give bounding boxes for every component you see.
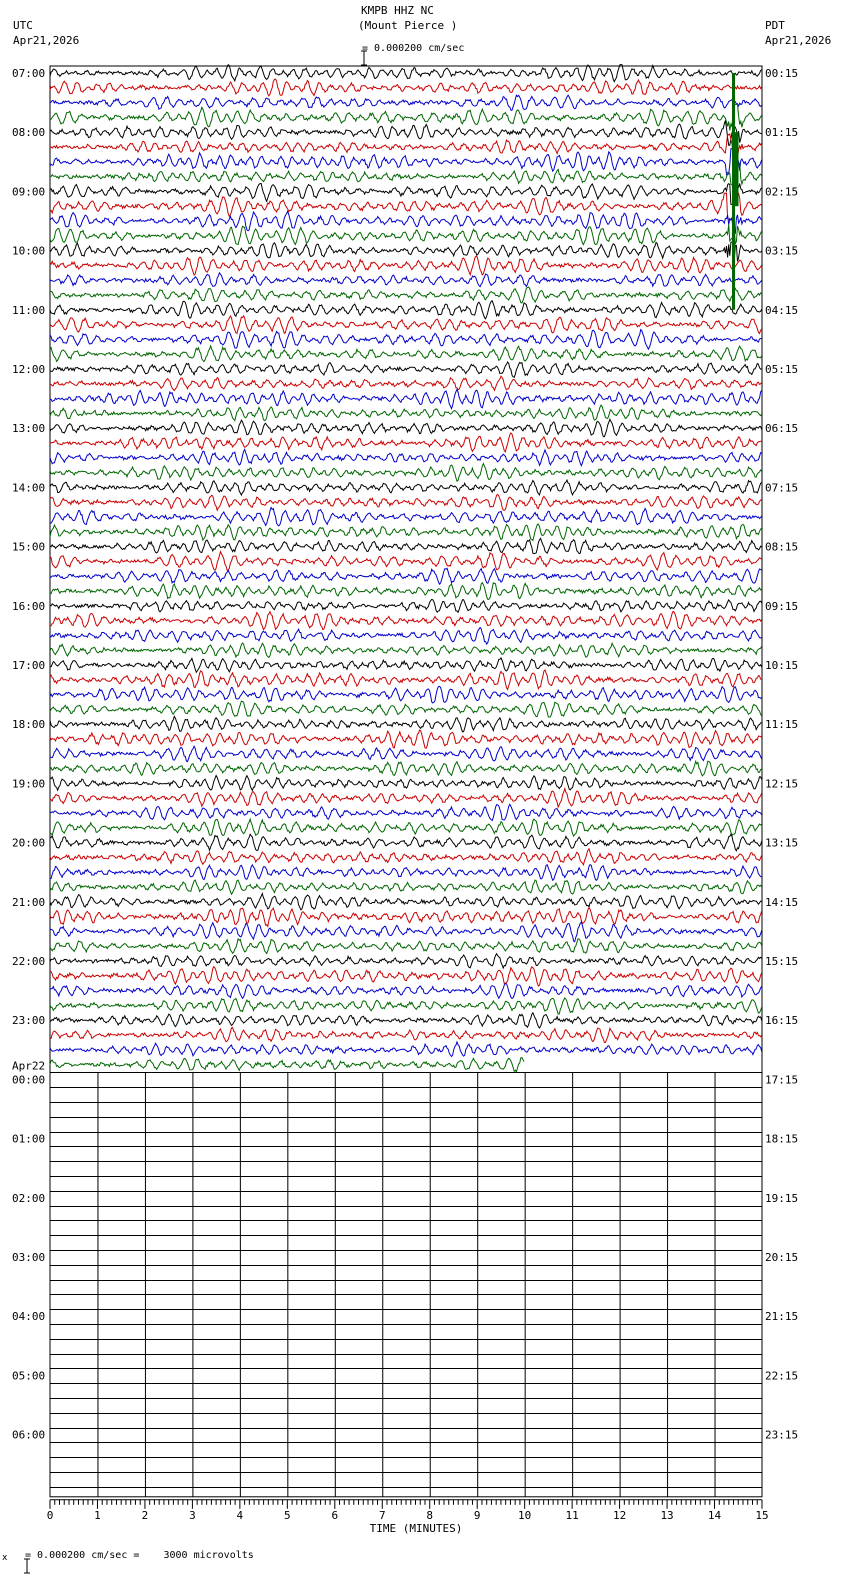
seismic-trace	[50, 1027, 762, 1042]
left-timezone: UTC	[13, 19, 33, 32]
x-tick-label: 4	[236, 1508, 244, 1522]
utc-hour-label: 15:00	[12, 540, 46, 554]
utc-hour-label: 04:00	[12, 1310, 46, 1324]
seismic-trace	[50, 330, 762, 350]
x-tick-label: 6	[331, 1508, 339, 1522]
utc-hour-label: 23:00	[12, 1014, 46, 1028]
seismic-trace	[50, 552, 762, 571]
x-tick-label: 8	[426, 1508, 434, 1522]
seismic-trace	[50, 1042, 762, 1057]
utc-hour-label: 11:00	[12, 303, 46, 317]
seismic-trace	[50, 79, 762, 96]
seismic-trace	[50, 104, 762, 130]
station-title: KMPB HHZ NC	[361, 4, 434, 17]
seismic-trace	[50, 658, 762, 672]
left-date: Apr21,2026	[13, 34, 80, 47]
x-tick-label: 9	[473, 1508, 481, 1522]
utc-hour-label: 13:00	[12, 422, 46, 436]
seismic-trace	[50, 316, 762, 334]
utc-hour-label: 03:00	[12, 1251, 46, 1264]
x-axis-label: TIME (MINUTES)	[369, 1521, 463, 1535]
seismic-trace	[50, 449, 762, 465]
scale-text: = 0.000200 cm/sec	[362, 43, 465, 54]
utc-hour-label: 22:00	[12, 955, 46, 968]
seismic-trace	[50, 256, 762, 275]
pdt-hour-label: 04:15	[765, 303, 799, 317]
seismic-trace	[50, 149, 762, 175]
seismic-trace	[50, 880, 762, 894]
x-tick-label: 0	[46, 1508, 54, 1522]
pdt-hour-label: 13:15	[765, 836, 799, 850]
x-tick-label: 15	[755, 1508, 769, 1522]
seismic-trace	[50, 193, 762, 219]
seismic-trace	[50, 273, 762, 287]
utc-hour-label: 21:00	[12, 895, 46, 909]
seismic-trace	[50, 834, 762, 850]
seismic-trace	[50, 524, 762, 540]
utc-hour-label: 09:00	[12, 185, 46, 199]
utc-hour-label: 12:00	[12, 363, 46, 376]
seismic-trace	[50, 908, 762, 927]
seismic-trace	[50, 301, 762, 319]
seismic-trace	[50, 670, 762, 690]
pdt-hour-label: 22:15	[765, 1369, 799, 1383]
seismic-trace	[50, 1058, 524, 1072]
seismic-trace	[50, 894, 762, 910]
utc-hour-label: 19:00	[12, 777, 46, 791]
seismic-trace	[50, 287, 762, 303]
seismic-trace	[50, 804, 762, 820]
right-timezone: PDT	[765, 19, 785, 32]
seismic-trace	[50, 819, 762, 836]
pdt-hour-label: 12:15	[765, 777, 799, 791]
seismic-trace	[50, 746, 762, 761]
seismic-trace	[50, 628, 762, 645]
pdt-hour-label: 17:15	[765, 1073, 799, 1087]
utc-hour-label: 05:00	[12, 1369, 46, 1383]
seismic-trace	[50, 538, 762, 553]
seismic-trace	[50, 495, 762, 511]
seismic-trace	[50, 568, 762, 584]
seismic-trace	[50, 164, 762, 190]
seismic-trace	[50, 998, 762, 1014]
utc-hour-label: 20:00	[12, 836, 46, 850]
pdt-hour-label: 20:15	[765, 1251, 799, 1264]
seismic-trace	[50, 405, 762, 420]
pdt-hour-label: 21:15	[765, 1310, 799, 1324]
pdt-hour-label: 15:15	[765, 955, 799, 968]
footer-marker: x	[2, 1553, 8, 1563]
seismic-trace	[50, 849, 762, 865]
pdt-hour-label: 01:15	[765, 126, 799, 140]
utc-hour-label: 06:00	[12, 1428, 46, 1442]
pdt-hour-label: 06:15	[765, 422, 799, 436]
seismic-trace	[50, 508, 762, 526]
x-tick-label: 1	[94, 1508, 101, 1522]
seismic-trace	[50, 433, 762, 452]
x-tick-label: 13	[660, 1508, 674, 1522]
seismic-trace	[50, 789, 762, 808]
pdt-hour-label: 11:15	[765, 718, 799, 732]
pdt-hour-label: 16:15	[765, 1014, 799, 1028]
pdt-hour-label: 05:15	[765, 363, 799, 376]
x-tick-label: 2	[141, 1508, 149, 1522]
pdt-hour-label: 14:15	[765, 895, 799, 909]
x-tick-label: 10	[518, 1508, 532, 1522]
pdt-hour-label: 19:15	[765, 1191, 799, 1205]
x-tick-label: 11	[565, 1508, 579, 1522]
seismic-trace	[50, 776, 762, 791]
seismic-trace	[50, 701, 762, 717]
seismic-trace	[50, 612, 762, 630]
right-date: Apr21,2026	[765, 34, 832, 47]
seismic-trace	[50, 464, 762, 482]
pdt-hour-label: 10:15	[765, 659, 799, 672]
seismic-trace	[50, 225, 762, 245]
utc-hour-label: 07:00	[12, 67, 46, 80]
x-tick-label: 14	[707, 1508, 722, 1522]
pdt-hour-label: 23:15	[765, 1428, 799, 1442]
x-tick-label: 12	[612, 1508, 627, 1522]
seismic-trace	[50, 389, 762, 408]
footer-scale-icon	[11, 1546, 17, 1562]
seismic-trace	[50, 939, 762, 954]
utc-hour-label: 18:00	[12, 718, 46, 732]
utc-hour-label: 00:00	[12, 1073, 46, 1087]
x-tick-label: 3	[189, 1508, 196, 1522]
station-location: (Mount Pierce )	[358, 19, 458, 32]
seismic-trace	[50, 1013, 762, 1028]
seismic-trace	[50, 686, 762, 703]
utc-hour-label: 01:00	[12, 1132, 46, 1146]
seismic-trace	[50, 183, 762, 205]
seismic-trace	[50, 967, 762, 986]
seismic-trace	[50, 984, 762, 999]
utc-hour-label: 17:00	[12, 659, 46, 672]
pdt-hour-label: 03:15	[765, 244, 799, 258]
seismic-trace	[50, 643, 762, 658]
pdt-hour-label: 09:15	[765, 599, 799, 613]
traces	[50, 64, 762, 1071]
seismic-trace	[50, 95, 762, 110]
x-tick-label: 5	[284, 1508, 291, 1522]
seismic-trace	[50, 716, 762, 731]
seismic-trace	[50, 865, 762, 881]
utc-hour-label: 16:00	[12, 599, 46, 613]
seismic-trace	[50, 954, 762, 968]
seismic-trace	[50, 480, 762, 495]
seismic-trace	[50, 419, 762, 437]
footer-scale-text: = 0.000200 cm/sec = 3000 microvolts	[25, 1550, 254, 1561]
x-tick-label: 7	[378, 1508, 386, 1522]
seismic-trace	[50, 730, 762, 748]
axes	[47, 1500, 769, 1535]
seismic-trace	[50, 346, 762, 362]
utc-hour-label: 14:00	[12, 481, 46, 495]
utc-hour-label: 08:00	[12, 126, 46, 140]
seismic-trace	[50, 211, 762, 234]
utc-hour-label: 10:00	[12, 244, 46, 258]
utc-hour-label: 02:00	[12, 1191, 46, 1205]
seismic-trace	[50, 761, 762, 776]
pdt-hour-label: 18:15	[765, 1132, 799, 1146]
pdt-hour-label: 02:15	[765, 185, 799, 199]
date-change-label: Apr22	[12, 1059, 46, 1073]
pdt-hour-label: 00:15	[765, 67, 799, 80]
seismic-trace	[50, 583, 762, 600]
seismic-trace	[50, 64, 762, 81]
pdt-hour-label: 08:15	[765, 540, 799, 554]
seismic-trace	[50, 121, 762, 146]
seismic-trace	[50, 922, 762, 942]
seismic-trace	[50, 599, 762, 612]
seismic-trace	[50, 362, 762, 377]
pdt-hour-label: 07:15	[765, 481, 799, 495]
seismic-trace	[50, 376, 762, 390]
